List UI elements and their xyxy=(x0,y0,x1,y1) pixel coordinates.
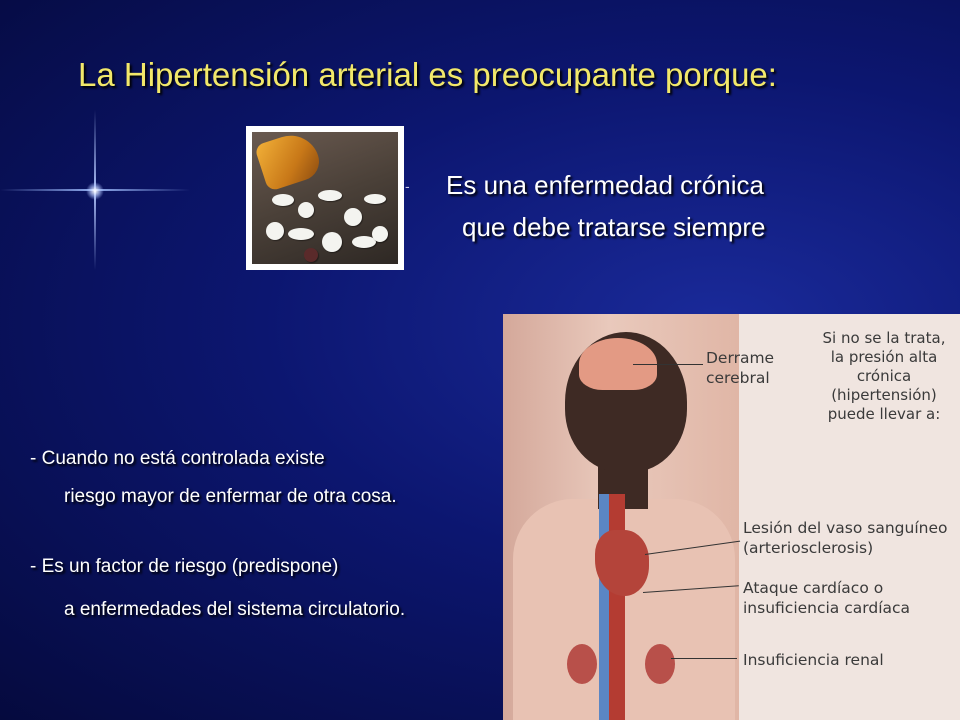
label-renal-failure: Insuficiencia renal xyxy=(743,651,884,669)
point3-line1: - Es un factor de riesgo (predispone) xyxy=(30,556,339,577)
anatomy-vena-cava xyxy=(599,494,609,720)
label-arteriosclerosis: Lesión del vaso sanguíneo (arteriosclerosis) xyxy=(743,519,948,557)
point3-line2: a enfermedades del sistema circulatorio. xyxy=(64,599,406,620)
slide-title: La Hipertensión arterial es preocupante porque: xyxy=(78,56,777,93)
pill xyxy=(304,248,318,262)
point1-line1: Es una enfermedad crónica xyxy=(446,170,764,200)
point1-bullet: - xyxy=(405,178,410,194)
label-heart-failure: Ataque cardíaco o insuficiencia cardíaca xyxy=(743,579,911,617)
point2-line2: riesgo mayor de enfermar de otra cosa. xyxy=(64,486,397,507)
hypertension-infographic xyxy=(503,314,960,720)
pill xyxy=(364,194,386,204)
pills-photo-frame xyxy=(246,126,404,270)
pill xyxy=(344,208,362,226)
point1-line2: que debe tratarse siempre xyxy=(462,212,766,242)
pill xyxy=(298,202,314,218)
pills-photo xyxy=(252,132,398,264)
point1-text xyxy=(446,164,766,248)
label-stroke: Derrame cerebral xyxy=(706,349,775,387)
lens-flare-core xyxy=(86,182,104,200)
infographic-side-note: Si no se la trata, la presión alta crónica (hipertensión) puede llevar a: xyxy=(822,329,946,423)
leader-line-stroke xyxy=(633,364,703,365)
leader-line-kidney xyxy=(671,658,737,659)
anatomy-aorta xyxy=(609,494,625,720)
anatomy-kidney-left xyxy=(567,644,597,684)
point2-line1: - Cuando no está controlada existe xyxy=(30,448,325,469)
pill xyxy=(318,190,342,201)
pill xyxy=(322,232,342,252)
pill xyxy=(288,228,314,240)
pill xyxy=(372,226,388,242)
pill xyxy=(272,194,294,206)
pill-bottle xyxy=(254,132,324,192)
anatomy-kidney-right xyxy=(645,644,675,684)
pill xyxy=(266,222,284,240)
